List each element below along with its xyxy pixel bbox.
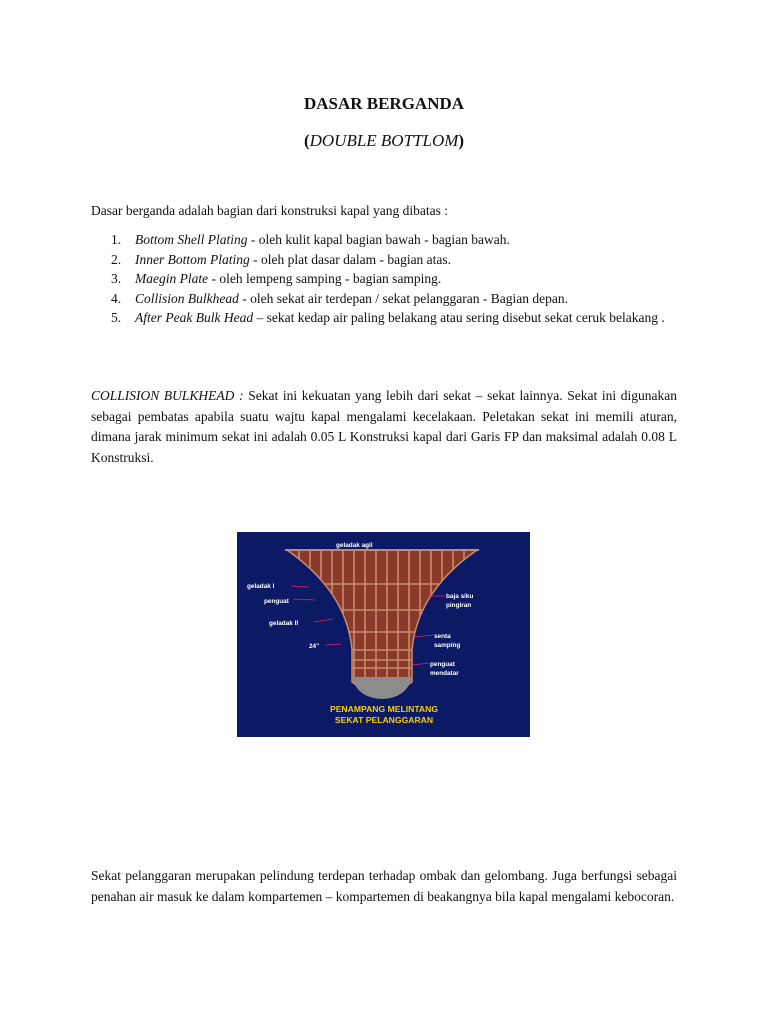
list-number: 3. <box>111 271 122 286</box>
figure-caption-line2: SEKAT PELANGGARAN <box>334 715 434 725</box>
paragraph-body: Sekat ini kekuatan yang lebih dari sekat – sekat lainnya. Sekat ini digunakan sebagai pembatas apabila suatu wajtu kapal mengalami kecelakaan. Peletakan sekat ini memili aturan, dimana jarak minimum sekat ini adalah 0.05 L Konstruksi kapal dari Garis FP dan maksimal adalah 0.08 L Konstruksi. <box>91 388 677 465</box>
list-number: 1. <box>111 232 122 247</box>
intro-text: Dasar berganda adalah bagian dari konstruksi kapal yang dibatas : <box>91 203 449 218</box>
list-term: Inner Bottom Plating <box>135 251 250 267</box>
label-penguat: penguat <box>264 598 289 605</box>
list-desc: – sekat kedap air paling belakang atau sering disebut sekat ceruk belakang . <box>253 310 665 325</box>
list-term: Maegin Plate <box>135 271 209 286</box>
subtitle-text: DOUBLE BOTTLOM <box>309 131 459 150</box>
figure-caption-line1: PENAMPANG MELINTANG <box>329 704 439 714</box>
list-item <box>91 269 677 289</box>
list-item <box>91 308 677 328</box>
label-24-inch: 24" <box>309 643 320 650</box>
page-subtitle <box>0 131 768 151</box>
label-samping: samping <box>434 642 461 649</box>
collision-bulkhead-function-paragraph: Sekat pelanggaran merupakan pelindung terdepan terhadap ombak dan gelombang. Juga berfungsi sebagai penahan air masuk ke dalam kompartemen – kompartemen di beakangnya bila kapal mengalami kebocoran. <box>91 868 677 904</box>
list-item <box>91 230 677 250</box>
list-number: 2. <box>111 251 122 267</box>
list-term: Collision Bulkhead <box>135 290 239 306</box>
list-desc: - oleh kulit kapal bagian bawah - bagian bawah. <box>247 232 510 247</box>
subtitle-open: ( <box>303 131 310 150</box>
label-penguat-mendatar-1: penguat <box>430 661 455 668</box>
label-geladak-2: geladak II <box>269 620 299 627</box>
paragraph-lead: COLLISION BULKHEAD : <box>91 388 244 403</box>
list-desc: - oleh plat dasar dalam - bagian atas. <box>249 251 452 267</box>
list-number: 4. <box>111 290 122 306</box>
boundary-list <box>91 230 677 328</box>
label-geladak-1: geladak I <box>247 583 275 590</box>
label-senta: senta <box>434 633 451 640</box>
list-item <box>91 250 677 270</box>
list-item <box>91 289 677 309</box>
page-title: DASAR BERGANDA <box>303 94 465 113</box>
label-pingiran: pingiran <box>446 602 472 609</box>
list-desc: - oleh sekat air terdepan / sekat pelanggaran - Bagian depan. <box>238 290 568 306</box>
label-penguat-mendatar-2: mendatar <box>430 670 459 677</box>
collision-bulkhead-paragraph <box>91 386 677 468</box>
list-term: After Peak Bulk Head <box>135 310 254 325</box>
list-desc: - oleh lempeng samping - bagian samping. <box>208 271 442 286</box>
label-baja-siku: baja siku <box>446 593 474 600</box>
list-number: 5. <box>111 310 122 325</box>
label-geladak-agil: geladak agil <box>336 542 373 549</box>
collision-bulkhead-figure <box>237 532 530 737</box>
list-term: Bottom Shell Plating <box>135 232 248 247</box>
double-bottom <box>352 677 412 699</box>
subtitle-close: ) <box>458 131 465 150</box>
